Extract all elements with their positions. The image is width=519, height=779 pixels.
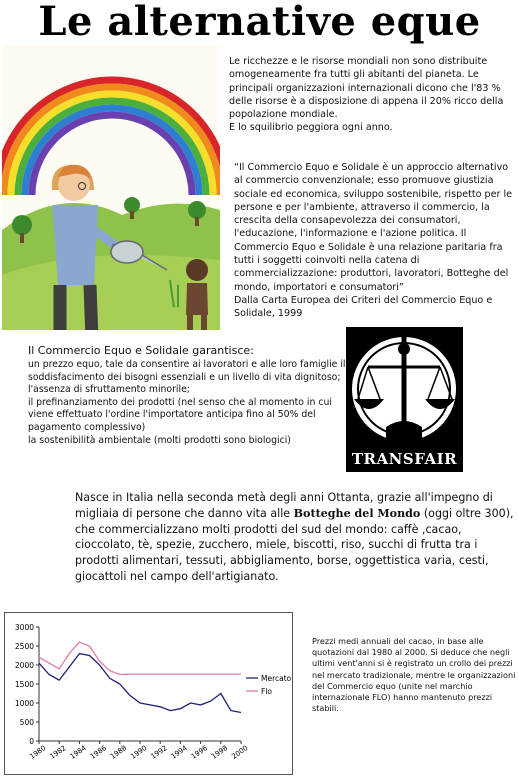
- x-tick-label: 1986: [88, 743, 109, 761]
- fair-trade-illustration: [2, 45, 220, 330]
- transfair-logo: [346, 327, 463, 472]
- legend-label: Flo: [261, 687, 272, 696]
- guarantee-item: un prezzo equo, tale da consentire ai lavoratori e alle loro famiglie il soddisfacimento dei bisogni essenziali e un livello di vita dignitoso;: [28, 359, 346, 383]
- cocoa-price-chart: [4, 612, 293, 775]
- page-title: Le alternative eque: [38, 0, 481, 45]
- intro-conclusion: E lo squilibrio peggiora ogni anno.: [229, 122, 393, 134]
- italy-history-text: [75, 490, 515, 585]
- x-tick-label: 2000: [230, 743, 250, 761]
- y-tick-label: 1000: [14, 699, 34, 708]
- italy-text-after: (oggi oltre 300), che commercializzano molti prodotti del sud del mondo: caffè ,cacao, cioccolato, tè, spezie, zucchero, miele, biscotti, riso, succhi di frutta tra i prodotti alimentari, tessuti, abbigliamento, borse, oggettistica varia, cesti, giocattoli nel campo dell'artigianato.: [75, 506, 514, 583]
- italy-text-before: Nasce in Italia nella seconda metà degli anni Ottanta, grazie all'impegno di migliaia di persone che danno vita alle: [75, 491, 493, 520]
- intro-text: [229, 55, 514, 135]
- y-tick-label: 2500: [14, 642, 34, 651]
- guarantee-section: [28, 344, 348, 447]
- legend-label: Mercato: [261, 674, 292, 683]
- quote-text: “Il Commercio Equo e Solidale è un approccio alternativo al commercio convenzionale; esso promuove giustizia sociale ed economica, sviluppo sostenibile, rispetto per le persone e per l'ambiente, attraverso il commercio, la crescita della consapevolezza dei consumatori, l'educazione, l'informazione e l'azione politica. Il Commercio Equo e Solidale è una relazione paritaria fra tutti i soggetti coinvolti nella catena di commercializzazione: produttori, lavoratori, Botteghe del mondo, importatori e consumatori”: [234, 162, 513, 293]
- quote-source: Dalla Carta Europea dei Criteri del Commercio Equo e Solidale, 1999: [234, 294, 493, 320]
- x-tick-label: 1984: [68, 743, 88, 761]
- y-tick-label: 1500: [14, 680, 34, 689]
- x-tick-label: 1992: [149, 743, 169, 761]
- charter-quote: [234, 161, 519, 321]
- chart-caption: Prezzi medi annuali del cacao, in base alle quotazioni dal 1980 al 2000. Si deduce che negli ultimi vent'anni si è registrato un crollo dei prezzi nel mercato tradizionale, mentre le organizzazioni del Commercio equo (unite nel marchio internazionale FLO) hanno mantenuto prezzi stabili.: [312, 636, 516, 714]
- chart-canvas: [5, 613, 294, 776]
- botteghe-del-mondo: Botteghe del Mondo: [293, 506, 421, 520]
- x-tick-label: 1980: [28, 743, 48, 761]
- guarantee-item: il prefinanziamento dei prodotti (nel senso che al momento in cui viene effettuato l'ordine l'importatore anticipa fino al 50% del pagamento complessivo): [28, 396, 332, 433]
- x-tick-label: 1998: [210, 743, 230, 761]
- x-tick-label: 1994: [169, 743, 189, 761]
- scales-icon: [346, 327, 463, 447]
- y-tick-label: 3000: [14, 623, 34, 632]
- guarantee-item: la sostenibilità ambientale (molti prodotti sono biologici): [28, 434, 291, 446]
- guarantee-item: l'assenza di sfruttamento minorile;: [28, 384, 190, 396]
- series-line-flo: [39, 642, 241, 674]
- intro-paragraph: Le ricchezze e le risorse mondiali non sono distribuite omogeneamente fra tutti gli abitanti del pianeta. Le principali organizzazioni internazionali dicono che l'83 % delle risorse è a disposizione di appena il 20% ricco della popolazione mondiale.: [229, 56, 504, 121]
- y-tick-label: 2000: [14, 661, 34, 670]
- y-tick-label: 500: [19, 718, 34, 727]
- x-tick-label: 1982: [48, 743, 68, 761]
- x-tick-label: 1996: [189, 743, 210, 761]
- x-tick-label: 1990: [129, 743, 149, 761]
- logo-text: TRANSFAIR: [351, 450, 458, 468]
- series-line-mercato: [39, 654, 241, 713]
- guarantee-heading: Il Commercio Equo e Solidale garantisce:: [28, 344, 254, 357]
- x-tick-label: 1988: [109, 743, 129, 761]
- y-tick-label: 0: [29, 737, 34, 746]
